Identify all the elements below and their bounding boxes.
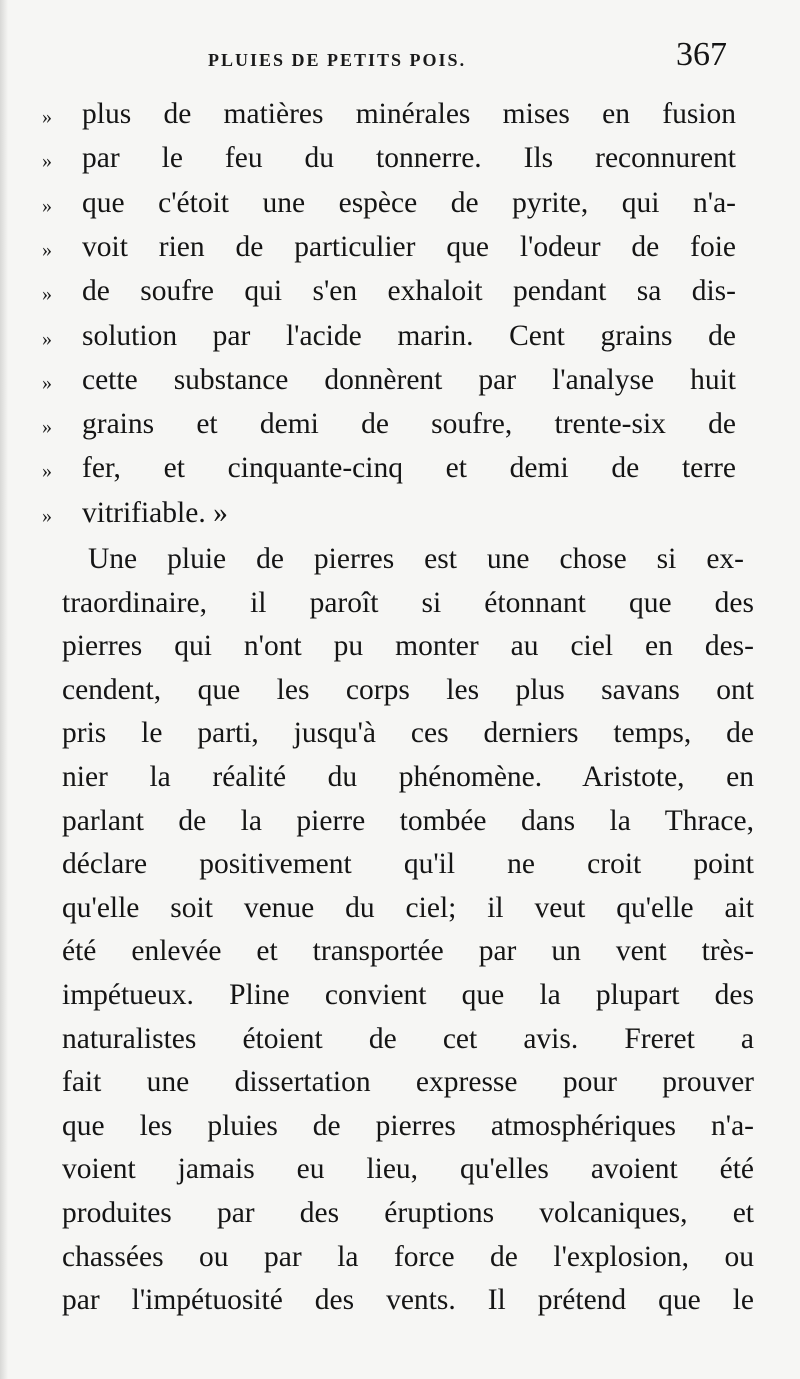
paragraph-line: que les pluies de pierres atmosphériques n'a- <box>62 1109 754 1142</box>
paragraph-line: nier la réalité du phénomène. Aristote, en <box>62 761 754 793</box>
quote-line: voit rien de particulier que l'odeur de foie <box>82 230 736 263</box>
paragraph-line: été enlevée et transportée par un vent très- <box>62 935 754 968</box>
quote-mark: » <box>42 371 52 394</box>
quote-line: que c'étoit une espèce de pyrite, qui n'a- <box>82 186 736 219</box>
paragraph-line: chassées ou par la force de l'explosion, ou <box>62 1240 754 1273</box>
quote-line: solution par l'acide marin. Cent grains de <box>82 319 736 352</box>
quote-line: de soufre qui s'en exhaloit pendant sa dis- <box>82 275 736 308</box>
quote-line: grains et demi de soufre, trente-six de <box>82 408 736 441</box>
quote-line: vitrifiable. » <box>82 496 228 529</box>
paragraph-line: voient jamais eu lieu, qu'elles avoient été <box>62 1153 754 1186</box>
paragraph-line: pierres qui n'ont pu monter au ciel en des- <box>62 630 754 663</box>
quote-mark: » <box>42 194 52 217</box>
paragraph-line: traordinaire, il paroît si étonnant que des <box>62 586 754 619</box>
paragraph-line: cendent, que les corps les plus savans ont <box>62 673 754 706</box>
quote-mark: » <box>42 460 52 483</box>
quote-mark: » <box>42 238 52 261</box>
paragraph-line: qu'elle soit venue du ciel; il veut qu'elle ait <box>62 891 754 924</box>
quote-line: par le feu du tonnerre. Ils reconnurent <box>82 142 736 175</box>
paragraph-line: parlant de la pierre tombée dans la Thrace, <box>62 804 754 837</box>
quote-mark: » <box>42 283 52 306</box>
paragraph-line: Une pluie de pierres est une chose si ex- <box>88 543 744 575</box>
quote-line: cette substance donnèrent par l'analyse huit <box>82 363 736 396</box>
quote-mark: » <box>42 504 52 527</box>
paragraph-line: déclare positivement qu'il ne croit point <box>62 848 754 881</box>
quote-mark: » <box>42 106 52 128</box>
paragraph-line: impétueux. Pline convient que la plupart des <box>62 979 754 1011</box>
page-number: 367 <box>676 36 727 73</box>
paragraph-line: fait une dissertation expresse pour prouver <box>62 1066 754 1099</box>
paragraph-line: pris le parti, jusqu'à ces derniers temps, de <box>62 717 754 750</box>
paragraph-line: produites par des éruptions volcaniques, et <box>62 1197 754 1229</box>
quote-line: plus de matières minérales mises en fusion <box>82 98 736 130</box>
running-title: PLUIES DE PETITS POIS. <box>208 50 467 70</box>
paragraph-line: par l'impétuosité des vents. Il prétend que le <box>62 1284 754 1317</box>
quote-mark: » <box>42 416 52 439</box>
quote-line: fer, et cinquante-cinq et demi de terre <box>82 452 736 485</box>
quote-mark: » <box>42 327 52 350</box>
paragraph-line: naturalistes étoient de cet avis. Freret a <box>62 1022 754 1055</box>
quote-mark: » <box>42 150 52 173</box>
